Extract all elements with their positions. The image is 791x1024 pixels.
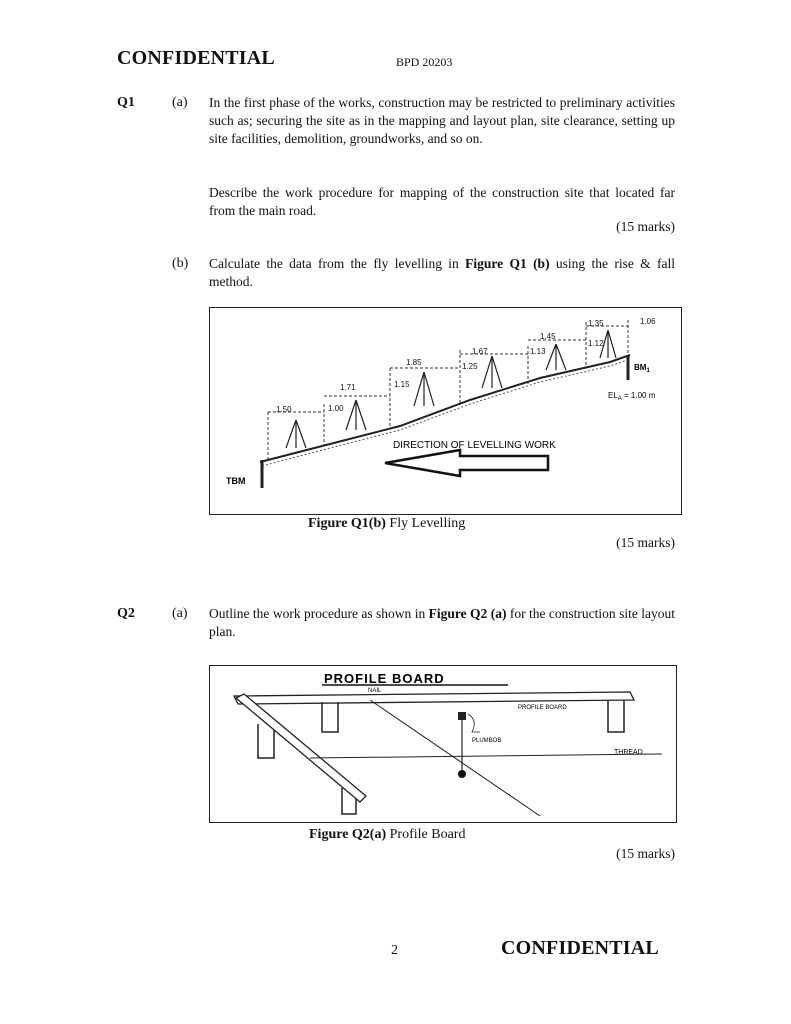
profile-board-title: PROFILE BOARD xyxy=(324,671,445,686)
question-number-q1: Q1 xyxy=(117,95,135,110)
el-label: $EL_A = 1.00$ m xyxy=(608,391,656,402)
nail-label: NAIL xyxy=(368,688,382,694)
thread-label: THREAD xyxy=(614,749,643,756)
q2a-marks: (15 marks) xyxy=(616,846,675,861)
reading-8: 1.13 xyxy=(530,347,546,356)
board-post-1 xyxy=(322,702,338,732)
tbm-label: TBM xyxy=(226,476,246,486)
reading-6: 1.25 xyxy=(462,362,478,371)
plumbob-label: PLUMBOB xyxy=(472,738,502,744)
course-code: BPD 20203 xyxy=(396,55,453,69)
q1a-paragraph-2: Describe the work procedure for mapping of the construction site that located far from the main road. xyxy=(209,185,675,218)
level-instrument-5 xyxy=(546,344,566,370)
level-instrument-1 xyxy=(286,420,306,448)
q1b-paragraph xyxy=(209,255,675,291)
board-post-2 xyxy=(608,700,624,732)
figure-q1b-fly-levelling xyxy=(209,307,682,515)
q1a-marks: (15 marks) xyxy=(616,219,675,234)
thread-line-2 xyxy=(310,754,662,758)
reading-5: 1.85 xyxy=(406,358,422,367)
figure-q2a-caption-label: Figure Q2(a) xyxy=(309,827,387,842)
part-label-q1b: (b) xyxy=(172,256,189,271)
q1b-figure-reference: Figure Q1 (b) xyxy=(465,256,550,271)
direction-label: DIRECTION OF LEVELLING WORK xyxy=(393,440,556,451)
figure-q2a-caption-text: Profile Board xyxy=(386,827,466,842)
direction-arrow-icon xyxy=(385,450,548,476)
q1a-paragraph-1: In the first phase of the works, construction may be restricted to preliminary activities such as; securing the site as in the mapping and layout plan, site clearance, setting up site facilities, demolition, groundworks, and so on. xyxy=(209,95,675,146)
reading-10: 1.12 xyxy=(588,339,604,348)
q2a-figure-reference: Figure Q2 (a) xyxy=(428,606,507,621)
confidential-header: CONFIDENTIAL xyxy=(117,47,275,69)
level-instruments xyxy=(286,330,616,448)
part-label-q1a: (a) xyxy=(172,95,188,110)
q2a-text-pre: Outline the work procedure as shown in xyxy=(209,606,429,621)
board-post-3 xyxy=(258,724,274,758)
diagonal-board xyxy=(236,694,366,802)
level-instrument-2 xyxy=(346,400,366,430)
figure-q2a-caption xyxy=(309,827,465,843)
fly-levelling-diagram xyxy=(210,308,681,514)
q1b-marks: (15 marks) xyxy=(616,535,675,550)
bm-label: $BM_1$ xyxy=(634,363,650,374)
staff-lines xyxy=(268,320,628,460)
reading-3: 1.71 xyxy=(340,383,356,392)
sight-lines xyxy=(268,326,628,412)
figure-q2a-profile-board xyxy=(209,665,677,823)
reading-11: 1.35 xyxy=(588,319,604,328)
reading-12: 1.06 xyxy=(640,317,656,326)
profile-board-diagram xyxy=(210,666,676,822)
q2a-paragraph xyxy=(209,605,675,641)
figure-q1b-caption-text: Fly Levelling xyxy=(385,516,466,531)
reading-1: 1.50 xyxy=(276,405,292,414)
page-number: 2 xyxy=(391,943,398,958)
plumbob-icon xyxy=(458,770,466,778)
figure-q1b-caption-label: Figure Q1(b) xyxy=(308,516,386,531)
horizontal-board xyxy=(234,692,634,704)
q2a-text-post: for the construction site layout plan. xyxy=(209,606,675,639)
plumbob-holder xyxy=(458,712,466,720)
part-label-q2a: (a) xyxy=(172,606,188,621)
level-instrument-4 xyxy=(482,356,502,388)
q1b-text-post: using the rise & fall method. xyxy=(209,256,676,289)
level-instrument-3 xyxy=(414,372,434,406)
thread-line-1 xyxy=(370,700,540,816)
plumbob-leader xyxy=(468,714,480,732)
reading-4: 1.15 xyxy=(394,380,410,389)
reading-7: 1.67 xyxy=(472,347,488,356)
reading-2: 1.00 xyxy=(328,404,344,413)
confidential-footer: CONFIDENTIAL xyxy=(501,937,659,959)
question-number-q2: Q2 xyxy=(117,606,135,621)
profile-board-label: PROFILE BOARD xyxy=(518,705,567,711)
q1b-text-pre: Calculate the data from the fly levelling in xyxy=(209,256,466,271)
figure-q1b-caption xyxy=(308,516,465,532)
reading-9: 1.45 xyxy=(540,332,556,341)
